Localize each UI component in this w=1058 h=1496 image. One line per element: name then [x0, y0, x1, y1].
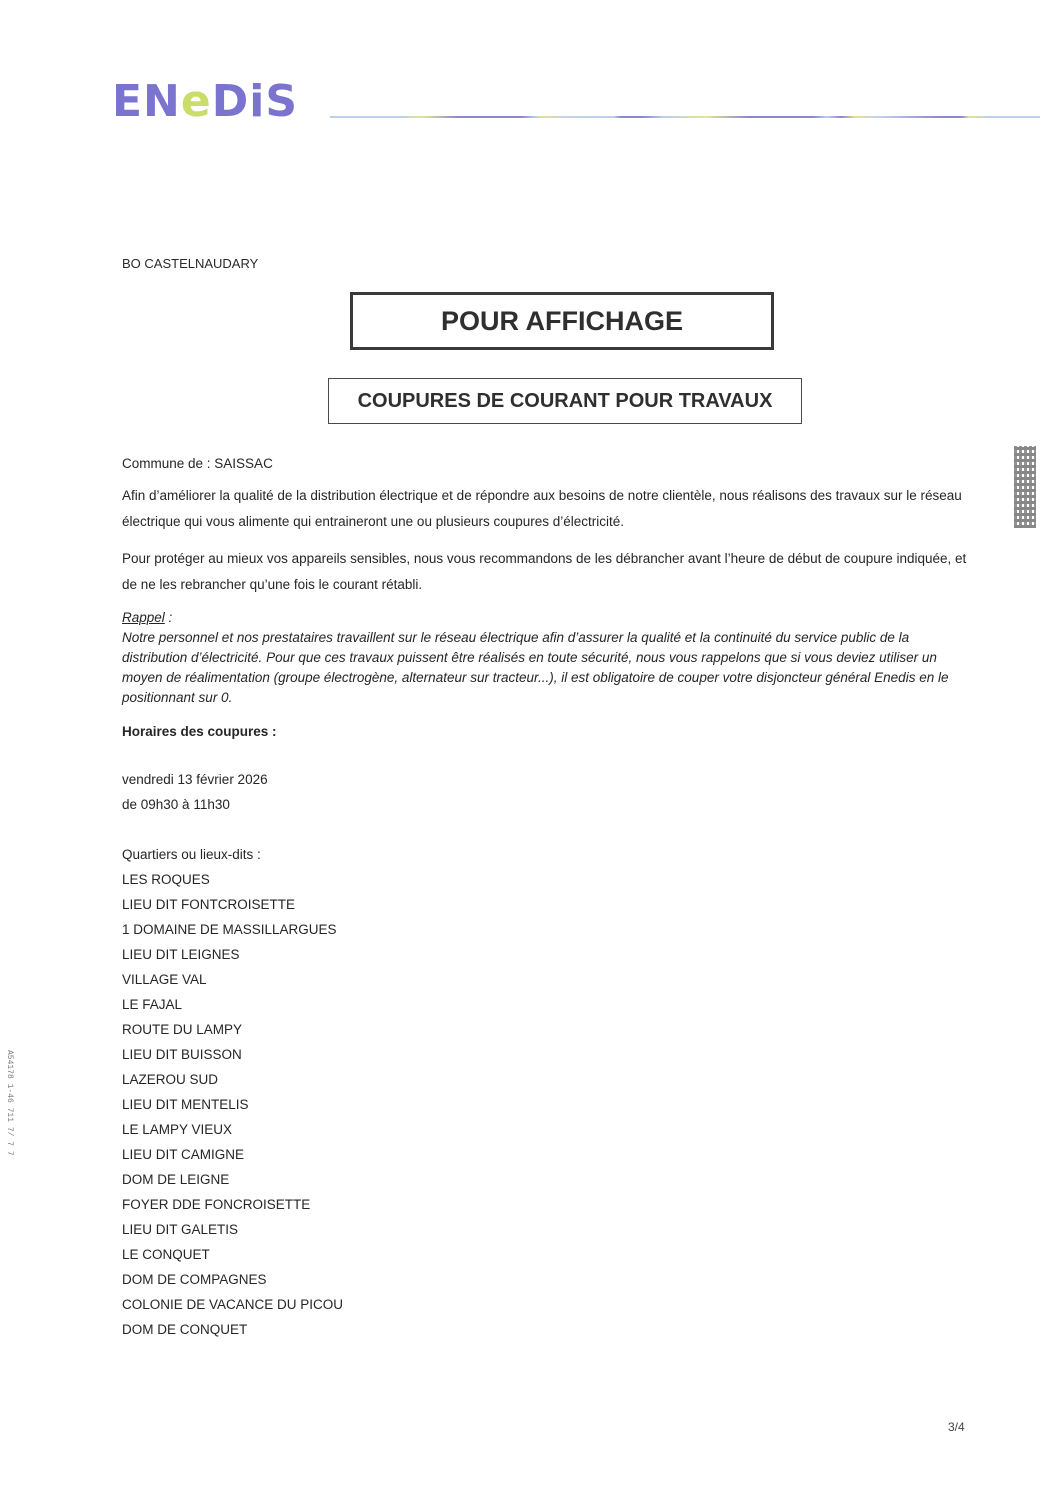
rappel-title: Rappel	[122, 610, 165, 625]
place-item: LES ROQUES	[122, 872, 210, 887]
title-box-sub	[328, 378, 802, 424]
advice-paragraph: Pour protéger au mieux vos appareils sensibles, nous vous recommandons de les débrancher avant l’heure de début de coupure indiquée, et de ne les rebrancher qu’une fois le courant rétabli.	[122, 551, 967, 592]
place-item: DOM DE COMPAGNES	[122, 1272, 267, 1287]
logo-part-2: e	[180, 76, 212, 127]
place-item: DOM DE CONQUET	[122, 1322, 248, 1337]
place-item: LAZEROU SUD	[122, 1072, 219, 1087]
sub-title: COUPURES DE COURANT POUR TRAVAUX	[357, 389, 773, 412]
rappel-title-suffix: :	[164, 610, 173, 625]
sender-office: BO CASTELNAUDARY	[122, 256, 259, 271]
place-item: LIEU DIT GALETIS	[122, 1222, 239, 1237]
intro-paragraph: Afin d’améliorer la qualité de la distribution électrique et de répondre aux besoins de notre clientèle, nous réalisons des travaux sur le réseau électrique qui vous alimente qui entraineront une ou plusieurs coupures d’électricité.	[122, 488, 962, 529]
spacer	[122, 817, 343, 842]
place-item: VILLAGE VAL	[122, 972, 207, 987]
place-item: LIEU DIT MENTELIS	[122, 1097, 249, 1112]
place-item: LIEU DIT CAMIGNE	[122, 1147, 245, 1162]
logo-part-1: EN	[112, 76, 181, 127]
rappel-section	[122, 608, 977, 708]
margin-note-text: A54178 1-46 711 7/ 7 7	[5, 1050, 14, 1156]
places-label: Quartiers ou lieux-dits :	[122, 847, 261, 862]
rappel-text: Notre personnel et nos prestataires travaillent sur le réseau électrique afin d’assurer la qualité et la continuité du service public de la distribution d’électricité. Pour que ces travaux puissent être réalisés en toute sécurité, nous vous rappelons que si vous deviez utiliser un moyen de réalimentation (groupe électrogène, alternateur sur tracteur...), il est obligatoire de couper votre disjoncteur général Enedis en le positionnant sur 0.	[122, 630, 949, 705]
logo-part-3: DiS	[211, 76, 299, 127]
page-number: 3/4	[948, 1420, 965, 1434]
place-item: LIEU DIT LEIGNES	[122, 947, 240, 962]
place-item: LIEU DIT FONTCROISETTE	[122, 897, 296, 912]
place-item: LIEU DIT BUISSON	[122, 1047, 242, 1062]
margin-scan-note	[5, 1050, 19, 1220]
header-divider	[330, 116, 1040, 118]
main-title: POUR AFFICHAGE	[441, 305, 683, 336]
datamatrix-code	[1014, 446, 1036, 528]
horaires-heading: Horaires des coupures :	[122, 724, 277, 739]
schedule-block	[122, 767, 343, 1342]
commune-line: Commune de : SAISSAC	[122, 456, 273, 471]
outage-date: vendredi 13 février 2026	[122, 772, 268, 787]
place-item: LE LAMPY VIEUX	[122, 1122, 233, 1137]
place-item: COLONIE DE VACANCE DU PICOU	[122, 1297, 344, 1312]
title-box-main	[350, 292, 774, 350]
place-item: LE FAJAL	[122, 997, 183, 1012]
place-item: FOYER DDE FONCROISETTE	[122, 1197, 311, 1212]
enedis-logo	[112, 76, 299, 127]
place-item: DOM DE LEIGNE	[122, 1172, 230, 1187]
outage-time: de 09h30 à 11h30	[122, 797, 230, 812]
place-item: LE CONQUET	[122, 1247, 210, 1262]
place-item: ROUTE DU LAMPY	[122, 1022, 243, 1037]
place-item: 1 DOMAINE DE MASSILLARGUES	[122, 922, 337, 937]
